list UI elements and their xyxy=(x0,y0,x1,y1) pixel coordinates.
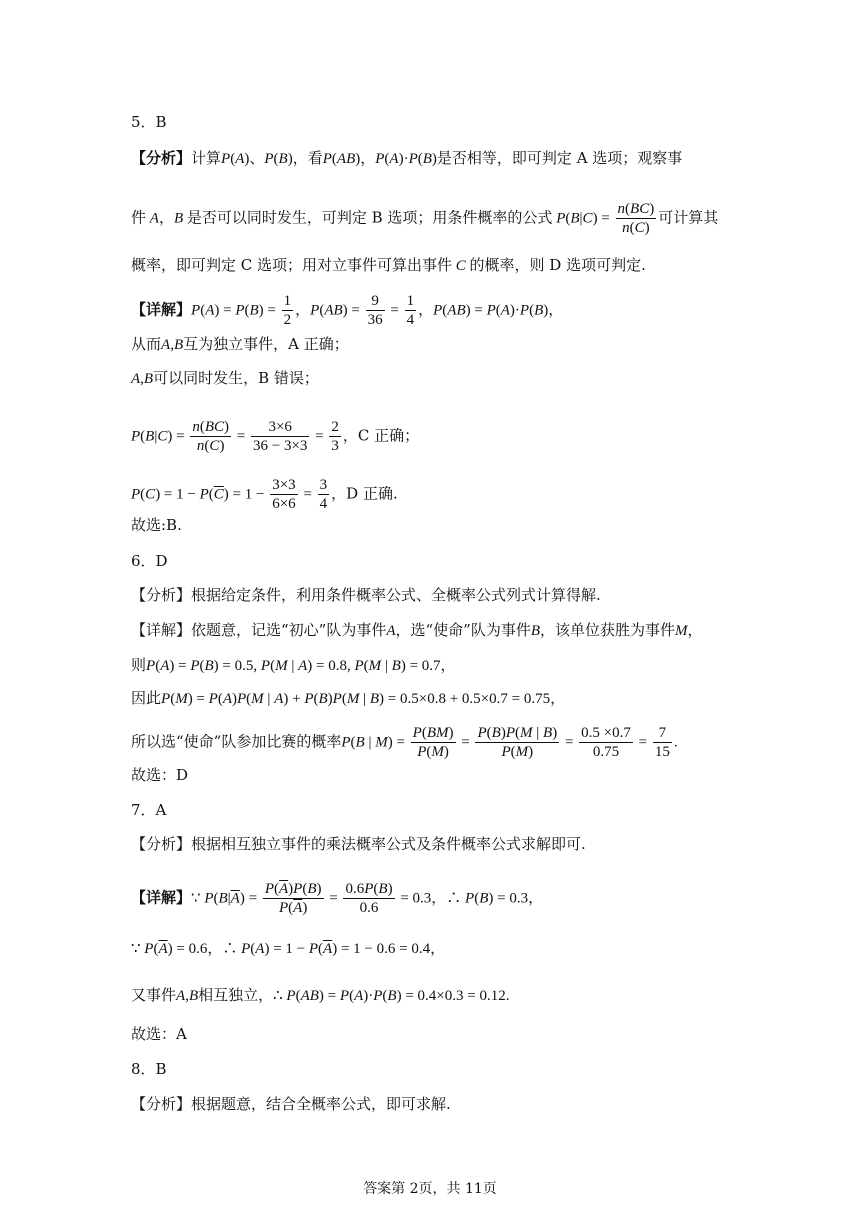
q5-detail-line1: 【详解】P(A) = P(B) = $\frac{1}{2}$ ，P(AB) = $\frac{9}{36}$ = $\frac{1}{4}$ ，P(AB) = P(A)·P(B)， xyxy=(131,293,564,328)
q5-detail-line2: 从而A,B互为独立事件，A 正确； xyxy=(131,335,349,353)
q5-number: 5．B xyxy=(131,113,167,131)
q7-detail-line1: 【详解】∵ $P(B|\overline{A})$ = $\frac{P(\overline{A})P(B)}{P(\overline{A})}$ = $\frac{0.6P(B)}{0.6}$ = 0.3，∴ P(B) = 0.3， xyxy=(131,881,544,916)
q6-detail-line1: 【详解】依题意，记选“初心”队为事件A，选“使命”队为事件B，该单位获胜为事件M， xyxy=(131,621,703,639)
q5-detail-line3: A,B可以同时发生，B 错误； xyxy=(131,369,319,387)
page-footer: 答案第 2页，共 11页 xyxy=(363,1181,497,1197)
q5-choice: 故选:B. xyxy=(131,516,182,534)
q6-detail-line3: 因此P(M) = P(A)P(M | A) + P(B)P(M | B) = 0.5×0.8 + 0.5×0.7 = 0.75， xyxy=(131,689,566,707)
q5-analysis-line2: 件 A，B 是否可以同时发生，可判定 B 选项；用条件概率的公式 P(B|C) = $\frac{n(BC)}{n(C)}$ 可计算其 xyxy=(131,201,719,236)
q8-analysis: 【分析】根据题意，结合全概率公式，即可求解. xyxy=(131,1095,451,1113)
q6-detail-line4: 所以选“使命”队参加比赛的概率P(B | M) = $\frac{P(BM)}{P(M)}$ = $\frac{P(B)P(M | B)}{P(M)}$ = $\frac{0.5 \times 0.7}{0.75}$ = $\frac{7}{15}$ . xyxy=(131,725,678,760)
q6-choice: 故选：D xyxy=(131,766,189,784)
q8-number: 8．B xyxy=(131,1060,167,1078)
q6-number: 6．D xyxy=(131,552,168,570)
q7-analysis: 【分析】根据相互独立事件的乘法概率公式及条件概率公式求解即可. xyxy=(131,835,586,853)
q7-detail-line3: 又事件A,B相互独立，∴ P(AB) = P(A)·P(B) = 0.4×0.3 = 0.12. xyxy=(131,986,510,1004)
q6-detail-line2: 则P(A) = P(B) = 0.5, P(M | A) = 0.8, P(M | B) = 0.7， xyxy=(131,656,456,674)
q7-detail-line2: ∵ $P(\overline{A}) = 0.6$，∴ $P(A) = 1 - P(\overline{A}) = 1 - 0.6 = 0.4$， xyxy=(131,941,446,957)
q5-analysis-line1: 【分析】计算P(A)、P(B)，看P(AB)，P(A)·P(B)是否相等，即可判定 A 选项；观察事 xyxy=(131,149,683,167)
q6-analysis: 【分析】根据给定条件，利用条件概率公式、全概率公式列式计算得解. xyxy=(131,586,601,604)
q7-number: 7．A xyxy=(131,801,167,819)
q7-choice: 故选：A xyxy=(131,1025,187,1043)
q5-analysis-line3: 概率，即可判定 C 选项；用对立事件可算出事件 C 的概率，则 D 选项可判定. xyxy=(131,256,646,274)
q5-detail-line5: $P(C) = 1 - P(\overline{C}) = 1$ − $\frac{3\times 3}{6\times 6}$ = $\frac{3}{4}$ ，D 正确. xyxy=(131,477,398,512)
q5-detail-line4: P(B|C) = $\frac{n(BC)}{n(C)}$ = $\frac{3\times 6}{36 - 3\times 3}$ = $\frac{2}{3}$ ，C 正确； xyxy=(131,419,420,454)
